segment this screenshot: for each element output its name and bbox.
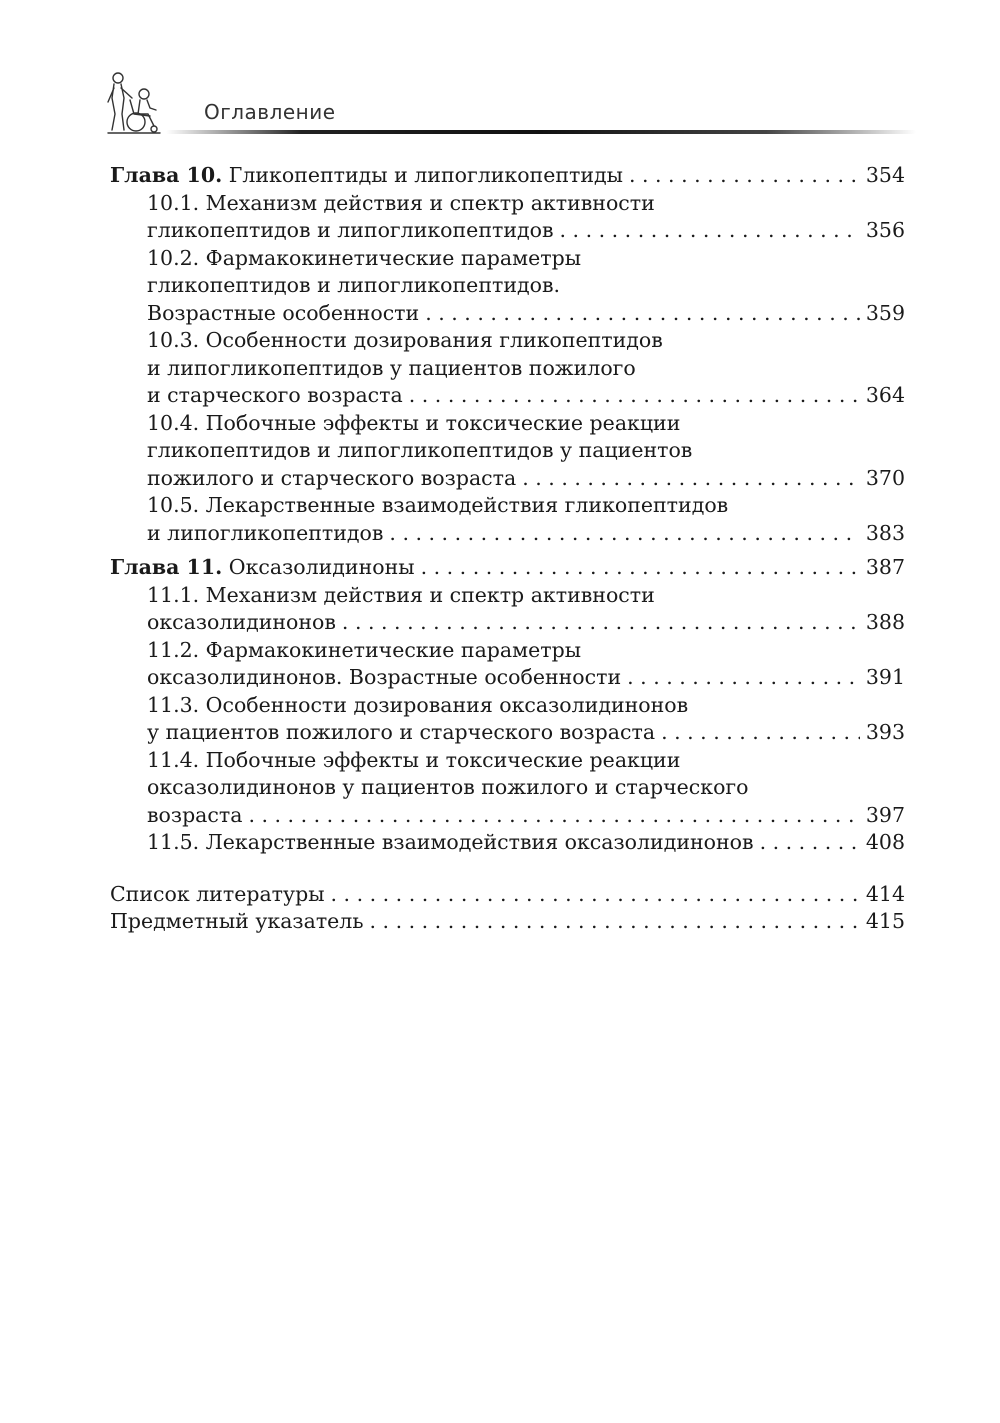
toc-entry-text: [147, 719, 655, 747]
toc-entry-text: [147, 664, 621, 692]
toc-entry-final-line: [147, 802, 905, 830]
toc-entry-text: [110, 881, 325, 909]
toc-entry-title: гликопептидов и липогликопептидов у пациентов: [147, 438, 693, 462]
toc-entry-line: [147, 272, 905, 300]
toc-entry-line: [147, 582, 905, 610]
toc-entry-title: 11.1. Механизм действия и спектр активности: [147, 582, 655, 607]
toc-entry-text: [147, 246, 581, 270]
toc-entry-final-line: [147, 382, 905, 410]
toc-entry-final-line: [110, 554, 905, 582]
dot-leader: [425, 300, 860, 328]
toc-entry-final-line: [110, 881, 905, 909]
dot-leader: [342, 609, 860, 637]
toc-entry-title: и старческого возраста: [147, 383, 403, 407]
page-header: [104, 68, 916, 142]
page-number: 408: [865, 830, 905, 854]
toc-section-entry[interactable]: [110, 829, 905, 857]
dot-leader: [661, 719, 860, 747]
toc-entry-text: [147, 217, 554, 245]
toc-chapter-entry[interactable]: [110, 162, 905, 190]
toc-entry-text: [147, 493, 728, 517]
toc-entry-text: [110, 908, 364, 936]
page-number: 359: [865, 300, 905, 325]
toc-entry-text: [147, 583, 655, 607]
page-number: 415: [865, 909, 905, 933]
caregiver-wheelchair-icon: [104, 68, 162, 134]
page-number: 387: [865, 555, 905, 579]
toc-entry-title: и липогликопептидов: [147, 520, 384, 545]
toc-entry-title: гликопептидов и липогликопептидов: [147, 218, 554, 242]
toc-entry-title: Предметный указатель: [110, 909, 364, 933]
toc-entry-line: [147, 774, 905, 802]
toc-entry-title: 11.3. Особенности дозирования оксазолидинонов: [147, 692, 689, 717]
page-number: 356: [865, 218, 905, 242]
page-number: 388: [865, 610, 905, 634]
toc-entry-line: [147, 245, 905, 273]
page-number: 364: [865, 383, 905, 407]
toc-entry-title: 10.3. Особенности дозирования гликопептидов: [147, 328, 663, 352]
toc-entry-line: [147, 437, 905, 465]
toc-entry-text: [110, 554, 415, 582]
toc-entry-title: возраста: [147, 802, 243, 827]
toc-entry-text: [147, 273, 560, 297]
toc-entry-title: 11.5. Лекарственные взаимодействия оксазолидинонов: [147, 830, 754, 854]
dot-leader: [560, 217, 860, 245]
dot-leader: [409, 382, 860, 410]
toc-section-entry[interactable]: [110, 692, 905, 747]
toc-entry-title: 10.2. Фармакокинетические параметры: [147, 245, 582, 270]
toc-entry-title: оксазолидинонов. Возрастные особенности: [147, 665, 622, 689]
toc-entry-final-line: [147, 719, 905, 747]
toc-entry-final-line: [147, 829, 905, 857]
toc-entry-line: [147, 637, 905, 665]
dot-leader: [522, 465, 860, 493]
toc-entry-title: 10.1. Механизм действия и спектр активности: [147, 190, 655, 215]
dot-leader: [627, 664, 860, 692]
toc-entry-title: Возрастные особенности: [147, 300, 420, 325]
toc-entry-line: [147, 190, 905, 218]
toc-entry-line: [147, 747, 905, 775]
toc-section-entry[interactable]: [110, 582, 905, 637]
table-of-contents: [110, 162, 905, 936]
toc-entry-text: [147, 300, 419, 328]
toc-entry-line: [147, 355, 905, 383]
toc-entry-text: [147, 382, 403, 410]
page-number: 397: [865, 802, 905, 827]
toc-entry-line: [147, 410, 905, 438]
toc-section-entry[interactable]: [110, 245, 905, 328]
toc-section-entry[interactable]: [110, 327, 905, 410]
dot-leader: [370, 908, 860, 936]
toc-section-entry[interactable]: [110, 410, 905, 493]
toc-entry-title: 11.4. Побочные эффекты и токсические реакции: [147, 747, 681, 772]
toc-entry-text: [147, 356, 636, 380]
toc-entry-line: [147, 492, 905, 520]
toc-entry-final-line: [147, 520, 905, 548]
toc-entry-text: [147, 693, 688, 717]
toc-entry-title: Гликопептиды и липогликопептиды: [228, 163, 623, 187]
toc-entry-line: [147, 327, 905, 355]
toc-section-entry[interactable]: [110, 637, 905, 692]
toc-entry-text: [147, 829, 754, 857]
toc-backmatter-entry[interactable]: [110, 908, 905, 936]
toc-entry-title: Список литературы: [110, 881, 325, 906]
toc-entry-title: 11.2. Фармакокинетические параметры: [147, 637, 582, 662]
page-number: 354: [865, 163, 905, 187]
toc-section-entry[interactable]: [110, 190, 905, 245]
toc-entry-final-line: [147, 465, 905, 493]
toc-entry-text: [147, 191, 655, 215]
toc-entry-text: [147, 748, 680, 772]
toc-entry-title: оксазолидинонов: [147, 610, 336, 634]
toc-entry-final-line: [110, 162, 905, 190]
toc-entry-text: [147, 520, 383, 548]
chapter-label: Глава 11.: [110, 555, 223, 579]
toc-entry-final-line: [147, 664, 905, 692]
toc-entry-title: Оксазолидиноны: [228, 555, 415, 579]
page-number: 383: [865, 520, 905, 545]
toc-entry-text: [147, 328, 663, 352]
page-number: 393: [865, 720, 905, 744]
toc-entry-text: [147, 802, 242, 830]
toc-chapter-entry[interactable]: [110, 554, 905, 582]
dot-leader: [248, 802, 859, 830]
chapter-label: Глава 10.: [110, 163, 223, 187]
toc-entry-text: [147, 411, 680, 435]
toc-entry-final-line: [147, 300, 905, 328]
toc-entry-title: 10.5. Лекарственные взаимодействия гликопептидов: [147, 493, 729, 517]
page-number: 370: [865, 465, 905, 490]
dot-leader: [629, 162, 860, 190]
toc-entry-final-line: [147, 217, 905, 245]
page-number: 414: [865, 881, 905, 906]
toc-entry-final-line: [147, 609, 905, 637]
toc-entry-text: [147, 775, 749, 799]
toc-entry-title: пожилого и старческого возраста: [147, 465, 517, 490]
toc-section-entry[interactable]: [110, 747, 905, 830]
toc-entry-text: [147, 438, 692, 462]
toc-entry-line: [147, 692, 905, 720]
toc-entry-final-line: [110, 908, 905, 936]
page-number: 391: [865, 665, 905, 689]
toc-entry-text: [110, 162, 623, 190]
toc-entry-text: [147, 465, 516, 493]
running-header-title: Оглавление: [204, 100, 336, 124]
dot-leader: [389, 520, 859, 548]
header-rule: [166, 130, 916, 134]
toc-entry-text: [147, 638, 581, 662]
toc-entry-text: [147, 609, 336, 637]
toc-section-entry[interactable]: [110, 492, 905, 547]
toc-entry-title: у пациентов пожилого и старческого возраста: [147, 720, 656, 744]
toc-backmatter-entry[interactable]: [110, 881, 905, 909]
toc-entry-title: 10.4. Побочные эффекты и токсические реакции: [147, 410, 681, 435]
dot-leader: [331, 881, 860, 909]
dot-leader: [760, 829, 860, 857]
toc-entry-title: и липогликопептидов у пациентов пожилого: [147, 355, 636, 380]
toc-entry-title: оксазолидинонов у пациентов пожилого и старческого: [147, 775, 749, 799]
dot-leader: [421, 554, 860, 582]
toc-entry-title: гликопептидов и липогликопептидов.: [147, 273, 561, 297]
